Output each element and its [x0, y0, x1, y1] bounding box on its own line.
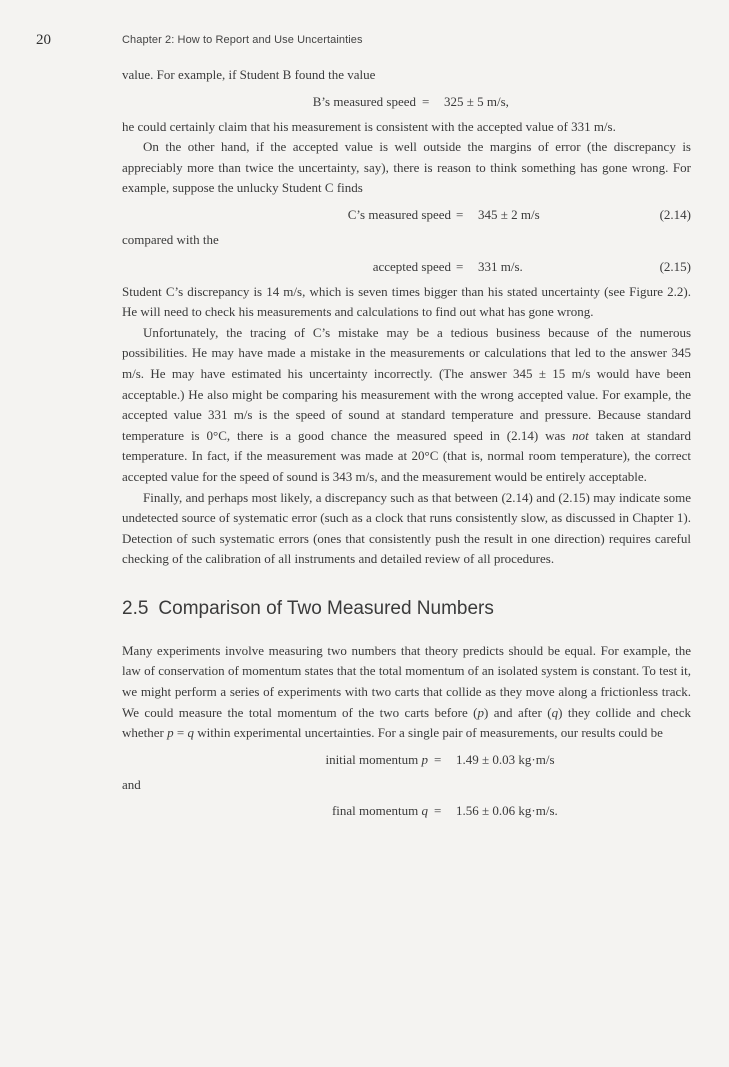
equation-rhs: 345 ± 2 m/s — [478, 206, 540, 222]
equation-number: (2.14) — [659, 206, 691, 222]
equation-operator: = — [422, 93, 430, 109]
page-number: 20 — [36, 32, 51, 48]
equation-rhs: 1.56 ± 0.06 kg·m/s. — [456, 803, 558, 819]
text-run: ) they collide and check whether — [122, 704, 691, 741]
paragraph-compared-with: compared with the — [122, 231, 219, 247]
equation-operator: = — [434, 751, 442, 767]
paragraph-and: and — [122, 776, 141, 792]
page-header — [36, 32, 689, 54]
equation-rhs: 325 ± 5 m/s, — [444, 93, 509, 109]
text-run: ) and after ( — [484, 704, 552, 720]
equation-lhs: accepted speed — [372, 258, 451, 274]
emphasis-not: not — [572, 427, 589, 443]
paragraph-unfortunately — [122, 323, 691, 488]
equation-rhs: 331 m/s. — [478, 258, 523, 274]
paragraph-b-consistent: he could certainly claim that his measurement is consistent with the accepted value of 331 m/s. — [122, 118, 616, 134]
equation-lhs — [325, 749, 428, 770]
math-variable: p — [421, 751, 428, 767]
equation-operator: = — [434, 803, 442, 819]
equation-student-b — [122, 91, 691, 112]
equation-lhs — [332, 800, 428, 821]
math-variable: q — [421, 803, 428, 819]
math-variable: p — [167, 725, 174, 741]
running-head: Chapter 2: How to Report and Use Uncertainties — [122, 34, 363, 46]
math-variable: q — [551, 704, 559, 720]
text-run: final momentum — [331, 803, 422, 819]
equation-lhs: C’s measured speed — [347, 206, 451, 222]
paragraph-finally: Finally, and perhaps most likely, a discrepancy such as that between (2.14) and (2.15) may indicate some undetected source of systematic error (such as a clock that runs consistently slow, as discussed in Chapter 1). Detection of such systematic errors (ones that consistently push the result in one direction) requires careful checking of the calibration of all instruments and detailed review of all procedures. — [122, 489, 691, 567]
equation-rhs: 1.49 ± 0.03 kg·m/s — [456, 751, 555, 767]
equation-operator: = — [456, 258, 464, 274]
equation-2-15 — [122, 256, 691, 277]
paragraph-intro: value. For example, if Student B found the value — [122, 67, 376, 82]
equation-operator: = — [456, 206, 464, 222]
page-body — [122, 65, 691, 826]
text-run: taken at standard temperature. In fact, if the measurement was made at 20°C (that is, normal room temperature), the correct accepted value for the speed of sound is 343 m/s, and the measurement would be entirely acceptable. — [122, 427, 691, 484]
text-run: = — [173, 725, 188, 741]
equation-lhs: B’s measured speed — [312, 93, 416, 109]
equation-2-14 — [122, 204, 691, 225]
text-run: initial momentum — [325, 751, 422, 767]
section-title: Comparison of Two Measured Numbers — [158, 597, 494, 619]
math-variable: p — [477, 704, 484, 720]
paragraph-c-discrepancy: Student C’s discrepancy is 14 m/s, which is seven times bigger than his stated uncertainty (see Figure 2.2). He will need to check his measurements and calculations to find out what has gone wrong. — [122, 283, 691, 320]
equation-number: (2.15) — [659, 258, 691, 274]
section-heading — [122, 597, 691, 621]
equation-final-momentum — [122, 800, 691, 821]
paragraph-other-hand: On the other hand, if the accepted value is well outside the margins of error (the discrepancy is appreciably more than twice the uncertainty, say), there is reason to think something has gone wrong. For example, suppose the unlucky Student C finds — [122, 139, 691, 196]
section-number: 2.5 — [122, 597, 149, 619]
text-run: Many experiments involve measuring two numbers that theory predicts should be equal. For example, the law of conservation of momentum states that the total momentum of an isolated system is constant. To test it, we might perform a series of experiments with two carts that collide as they move along a frictionless track. We could measure the total momentum of the two carts before ( — [122, 642, 691, 720]
math-variable: q — [187, 725, 194, 741]
text-run: Unfortunately, the tracing of C’s mistake may be a tedious business because of the numerous possibilities. He may have made a mistake in the measurements or calculations that led to the answer 345 m/s. He may have estimated his uncertainty incorrectly. (The answer 345 ± 15 m/s would have been acceptable.) He also might be comparing his measurement with the wrong accepted value. For example, the accepted value 331 m/s is the speed of sound at standard temperature and pressure. Because standard temperature is 0°C, there is a good chance the measured speed in (2.14) was — [122, 324, 691, 443]
text-run: within experimental uncertainties. For a single pair of measurements, our results could be — [193, 725, 663, 741]
equation-initial-momentum — [122, 749, 691, 770]
paragraph-many-experiments — [122, 641, 691, 744]
